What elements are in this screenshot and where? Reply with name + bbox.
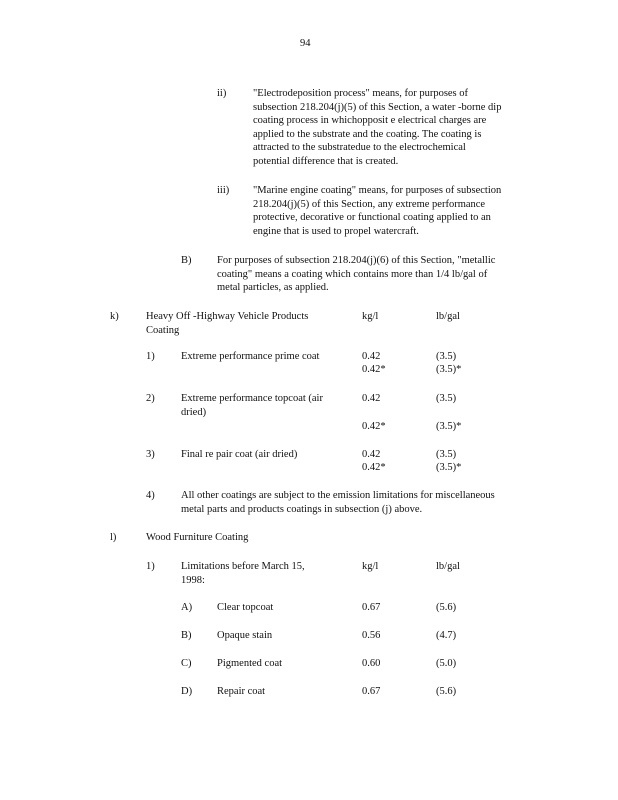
l-subitem-a-lb: (5.6)	[436, 602, 457, 613]
k-item-3-kg: 0.42	[362, 449, 381, 460]
k-item-2-lb-alt: (3.5)*	[436, 421, 462, 432]
k-item-1-num: 1)	[146, 351, 155, 362]
l-item-1-num: 1)	[146, 561, 155, 572]
k-item-2-num: 2)	[146, 393, 155, 404]
k-item-1-kg: 0.42	[362, 351, 381, 362]
section-k-title: Heavy Off -Highway Vehicle Products Coating	[146, 311, 309, 336]
l-subitem-a-label: A)	[181, 602, 193, 613]
k-item-1-lb-alt: (3.5)*	[436, 364, 462, 375]
k-item-3-text: Final re pair coat (air dried)	[181, 449, 298, 460]
page-number: 94	[300, 38, 311, 49]
l-subitem-b-name: Opaque stain	[217, 630, 273, 641]
k-item-2-lb: (3.5)	[436, 393, 457, 404]
def-ii-label: ii)	[217, 88, 227, 99]
l-subitem-d-label: D)	[181, 686, 193, 697]
k-item-1-kg-alt: 0.42*	[362, 364, 386, 375]
l-subitem-b-lb: (4.7)	[436, 630, 457, 641]
l-subitem-c-name: Pigmented coat	[217, 658, 283, 669]
l-col-header-kg: kg/l	[362, 561, 379, 572]
def-iii-text: "Marine engine coating" means, for purposes of subsection 218.204(j)(5) of this Section, any extreme performance protective, decorative or functional coating applied to an engine that is used to propel watercraft.	[253, 185, 502, 237]
def-iii-label: iii)	[217, 185, 230, 196]
k-item-2-text: Extreme performance topcoat (air dried)	[181, 393, 323, 418]
l-subitem-b-label: B)	[181, 630, 192, 641]
k-item-4-text: All other coatings are subject to the emission limitations for miscellaneous metal parts and products coatings in subsection (j) above.	[181, 490, 495, 515]
l-subitem-d-lb: (5.6)	[436, 686, 457, 697]
l-item-1-text: Limitations before March 15, 1998:	[181, 561, 305, 586]
l-subitem-c-lb: (5.0)	[436, 658, 457, 669]
l-subitem-c-label: C)	[181, 658, 192, 669]
l-subitem-a-kg: 0.67	[362, 602, 381, 613]
section-l-label: l)	[110, 532, 117, 543]
section-k-label: k)	[110, 311, 119, 322]
k-item-2-kg: 0.42	[362, 393, 381, 404]
col-header-kg: kg/l	[362, 311, 379, 322]
section-l-title: Wood Furniture Coating	[146, 532, 249, 543]
l-subitem-b-kg: 0.56	[362, 630, 381, 641]
k-item-1-lb: (3.5)	[436, 351, 457, 362]
l-subitem-c-kg: 0.60	[362, 658, 381, 669]
para-b-text: For purposes of subsection 218.204(j)(6) of this Section, "metallic coating" means a coating which contains more than 1/4 lb/gal of metal particles, as applied.	[217, 255, 496, 293]
l-subitem-d-kg: 0.67	[362, 686, 381, 697]
k-item-3-num: 3)	[146, 449, 155, 460]
k-item-3-lb-alt: (3.5)*	[436, 462, 462, 473]
k-item-3-kg-alt: 0.42*	[362, 462, 386, 473]
k-item-2-kg-alt: 0.42*	[362, 421, 386, 432]
k-item-3-lb: (3.5)	[436, 449, 457, 460]
l-col-header-lb: lb/gal	[436, 561, 460, 572]
para-b-label: B)	[181, 255, 192, 266]
k-item-4-num: 4)	[146, 490, 155, 501]
k-item-1-text: Extreme performance prime coat	[181, 351, 320, 362]
def-ii-text: "Electrodeposition process" means, for purposes of subsection 218.204(j)(5) of this Section, a water -borne dip coating process in whichopposit e electrical charges are applied to the substrate and the coating. The coating is attracted to the substratedue to the electrochemical potential difference that is created.	[253, 88, 502, 167]
l-subitem-d-name: Repair coat	[217, 686, 266, 697]
l-subitem-a-name: Clear topcoat	[217, 602, 274, 613]
col-header-lb: lb/gal	[436, 311, 460, 322]
